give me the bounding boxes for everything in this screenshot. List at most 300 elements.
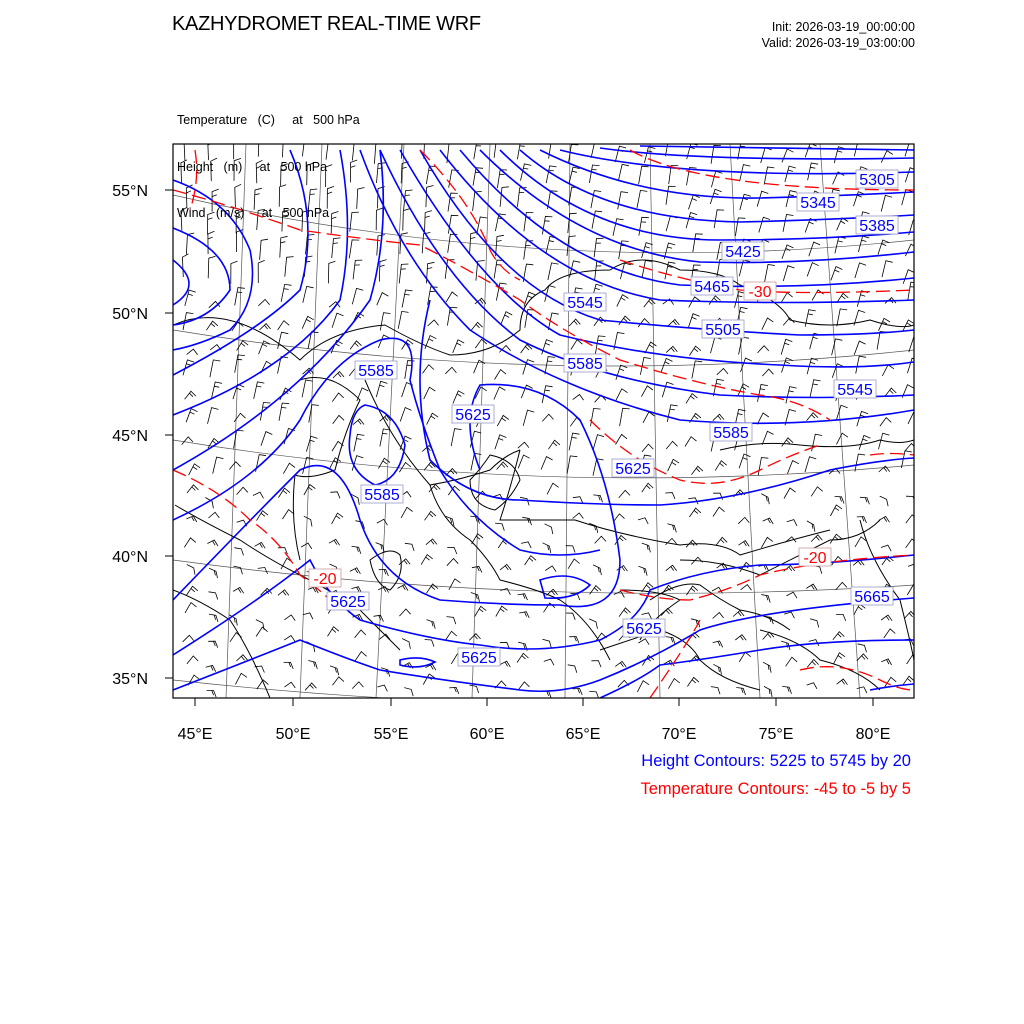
wind-barb [666,216,677,231]
wind-barb [667,524,676,533]
wind-barb [377,163,386,183]
wind-barb [446,292,458,302]
wind-barb [739,541,750,547]
wind-barb [855,263,866,278]
wind-barb [615,661,626,667]
wind-barb [616,389,628,400]
wind-barb [668,320,679,326]
wind-barb [762,318,774,330]
wind-barb [645,342,657,353]
wind-barb [258,260,265,283]
wind-barb [399,609,410,616]
wind-barb [185,391,196,399]
wind-barb [782,438,793,447]
wind-barb [253,492,264,498]
wind-barb [860,497,869,504]
wind-barb [857,411,868,426]
temp-label: -20 [803,550,827,567]
wind-barb [208,256,215,278]
wind-barb [805,457,816,472]
wind-barb [427,413,439,424]
wind-barb [449,579,461,590]
wind-barb [757,191,768,206]
wind-barb [713,414,724,421]
wind-barb [689,195,700,210]
wind-barb [878,240,889,255]
wind-barb [593,565,601,575]
wind-barb [255,542,266,548]
lat-label-40: 40°N [112,549,148,566]
height-label: 5585 [358,363,394,380]
wind-barb [837,218,849,230]
height-label: 5465 [694,279,730,296]
lon-label-70: 70°E [661,726,697,743]
wind-barb [761,595,770,603]
wind-barb [592,211,602,229]
wind-barb [255,666,265,673]
wind-barb [302,380,312,397]
variable-wind: Wind (m/s) at 500 hPa [177,206,330,220]
wind-barb [738,517,749,523]
wind-barb [425,211,432,233]
wind-barb [616,434,628,444]
wind-barb [374,615,384,621]
wind-barb [758,385,768,402]
wind-barb [637,190,647,208]
wind-barb [758,346,769,353]
wind-barb [905,444,916,451]
wind-barb [352,288,363,304]
lat-label-55: 55°N [112,183,148,200]
height-label: 5385 [859,218,895,235]
wind-barb [642,483,653,492]
wind-barb [208,512,219,518]
wind-barb [836,614,846,621]
wind-barb [571,340,583,350]
wind-barb [402,290,412,308]
wind-barb [713,507,725,516]
wind-barb [403,209,410,231]
valid-time: Valid: 2026-03-19_03:00:00 [761,36,915,50]
wind-barb [692,466,703,474]
wind-barb [447,548,457,555]
wind-barb [781,339,792,354]
wind-barb [568,559,580,569]
wind-barb [639,166,649,184]
wind-barb [689,346,701,355]
wind-barb [332,238,341,258]
height-label: 5345 [800,195,836,212]
wind-barb [644,299,655,307]
wind-barb [907,585,919,595]
wind-barb [832,339,843,356]
wind-barb [523,410,534,426]
wind-barb [857,517,867,523]
height-label: 5585 [364,487,400,504]
wind-barb [379,570,389,577]
wind-barb [807,683,817,689]
wind-barb [423,674,435,685]
wind-barb [686,586,697,595]
wind-barb [811,487,823,497]
wind-barb [882,261,893,277]
wind-barb [837,309,847,326]
wind-barb [595,536,606,543]
wind-barb [330,666,339,675]
height-label: 5625 [626,621,662,638]
wind-barb [235,288,245,306]
wind-barb [689,297,701,308]
wind-barb [260,239,268,260]
wind-barb [256,620,264,630]
wind-barb [377,685,387,691]
wind-barb [328,627,339,637]
wind-barb [638,518,648,524]
wind-barb [208,408,219,424]
wind-barb [809,242,820,256]
wind-barb [352,546,361,553]
wind-barb [566,546,575,553]
wind-barb [423,365,434,374]
wind-barb [520,497,529,505]
wind-barb [330,492,340,499]
wind-barb [805,143,816,157]
wind-barb [735,635,746,641]
wind-barb [401,507,413,518]
wind-barb [613,219,624,236]
wind-barb [497,462,508,470]
wind-barb [230,633,242,642]
wind-barb [668,679,680,689]
wind-barb [475,606,487,616]
wind-barb [494,139,503,158]
wind-barb [686,213,697,229]
wind-barb [835,237,846,254]
wind-barb [304,516,312,526]
wind-barb [284,662,294,669]
height-legend: Height Contours: 5225 to 5745 by 20 [641,752,911,770]
wind-barb [235,355,245,373]
wind-barb [711,171,722,187]
wind-barb [765,265,775,283]
wind-barb [332,393,343,402]
wind-barb [591,408,601,426]
wind-barb [472,566,482,572]
wind-barb [807,263,819,277]
wind-barb [784,612,794,618]
wind-barb [398,311,408,328]
wind-barb [521,542,531,548]
wind-barb [182,437,193,445]
temp-label: -30 [748,284,772,301]
wind-barb [283,463,295,474]
wind-barb [784,565,795,571]
wind-barb [881,659,891,665]
wind-barb [283,510,295,519]
wind-barb [666,565,677,571]
wind-barb [542,691,552,698]
wind-barb [763,662,771,673]
wind-barb [305,683,316,690]
wind-barb [782,686,791,693]
wind-barb [783,318,794,326]
wind-barb [593,495,602,502]
wind-barb [355,652,367,661]
wind-barb [688,314,699,329]
wind-barb [642,613,652,619]
wind-barb [304,485,316,496]
wind-barb [400,408,411,422]
wind-barb [668,459,680,471]
wind-barb [332,513,344,524]
wind-barb [284,682,295,688]
wind-barb [715,461,727,471]
wind-barb [525,556,537,565]
wind-barb [187,349,198,355]
wind-barb [353,419,364,425]
wind-barb [280,236,288,257]
wind-barb [782,245,793,259]
wind-barb [763,518,774,524]
wind-barb [546,166,556,183]
wind-barb [545,524,553,534]
wind-barb [661,608,672,615]
wind-barb [783,266,794,281]
variable-list [177,82,360,237]
lon-label-65: 65°E [565,726,601,743]
wind-barb [543,543,551,553]
wind-barb [497,170,507,188]
height-label: 5425 [725,244,761,261]
wind-barb [445,631,457,640]
height-label: 5625 [330,594,366,611]
wind-barb [209,592,218,600]
wind-barb [469,634,480,641]
wind-barb [836,433,848,444]
wind-barb [832,364,843,378]
wind-barb [206,321,217,330]
wind-barb [424,387,436,399]
wind-barb [547,483,559,494]
wind-barb [569,167,580,184]
wind-barb [812,290,824,301]
wind-barb [906,515,917,523]
wind-barb [453,340,465,353]
wind-barb [764,167,774,185]
wind-barb [448,215,458,233]
wind-barb [591,661,601,668]
wind-barb [207,540,218,546]
wind-barb [856,356,866,373]
wind-barb [784,488,796,499]
wind-barb [451,429,461,447]
wind-barb [764,686,772,697]
run-time-info [762,19,915,51]
wind-barb [470,232,478,253]
wind-barb [494,387,506,400]
wind-barb [806,584,817,590]
wind-barb [548,263,559,280]
wind-barb [421,555,433,565]
wind-barb [858,644,867,653]
wind-barb [573,395,584,401]
wind-barb [303,613,313,619]
wind-barb [285,257,294,277]
wind-barb [642,444,653,452]
wind-barb [907,655,919,664]
lon-label-60: 60°E [469,726,505,743]
wind-barb [762,369,773,376]
wind-barb [713,641,723,647]
wind-barb [879,516,890,522]
wind-barb [906,539,917,548]
wind-barb [518,455,530,468]
wind-barb [333,372,344,378]
wind-barb [759,217,770,232]
wind-barb [884,629,896,638]
wind-barb [500,661,511,667]
wind-barb [885,388,896,396]
wind-barb [309,405,319,423]
wind-barb [882,365,894,376]
wind-barb [762,431,773,444]
wind-barb [425,336,436,349]
wind-barb [350,568,361,574]
wind-barb [545,566,556,572]
wind-barb [617,295,629,307]
wind-barb [615,146,626,162]
wind-barb [453,391,465,404]
height-label: 5625 [615,461,651,478]
wind-barb [786,592,797,598]
wind-barb [566,613,576,620]
wind-barb [542,639,551,648]
wind-barb [501,312,513,325]
wind-barb [404,688,413,697]
wind-barb [284,636,295,642]
wind-barb [689,508,700,517]
wind-barb [835,496,844,503]
wind-barb [617,566,628,572]
wind-barb [185,603,197,613]
wind-barb [399,264,408,283]
wind-barb [284,615,295,621]
wind-barb [378,587,388,593]
wind-barb [256,627,268,636]
wind-barb [761,148,772,163]
wind-barb [854,341,865,355]
wind-barb [236,655,247,661]
wind-barb [328,261,335,283]
wind-barb [302,316,314,328]
wind-barb [786,657,798,666]
wind-barb [213,457,224,474]
wind-barb [637,681,649,692]
wind-barb [880,418,891,427]
wind-barb [716,537,727,545]
wind-barb [210,360,220,377]
latitude-labels [112,183,148,688]
wind-barb [618,164,629,181]
wind-barb [405,361,415,379]
temperature-contour-labels [309,282,831,588]
wind-barb [495,370,507,380]
wind-barb [638,319,649,328]
wind-barb [666,637,675,645]
wind-barb [810,380,821,397]
wind-barb [761,494,769,505]
wind-barb [662,382,673,397]
wind-barb [881,615,892,621]
temp-label: -20 [313,571,337,588]
wind-barb [377,293,389,306]
wind-barb [858,236,869,252]
wind-barb [470,685,479,693]
wind-barb [807,521,815,532]
wind-barb [495,523,504,531]
wind-barb [301,543,312,549]
wind-barb [350,341,361,350]
wind-barb [833,632,844,640]
variable-height: Height (m) at 500 hPa [177,159,328,174]
variable-temperature: Temperature (C) at 500 hPa [177,113,360,127]
wind-barb [187,656,198,664]
longitude-labels [178,726,891,743]
wind-barb [257,680,269,689]
wind-barb [376,543,385,553]
wind-barb [398,585,409,591]
wind-barb [594,238,603,257]
wind-barb [546,237,557,254]
wind-barb [497,415,509,426]
lon-label-50: 50°E [275,726,311,743]
wind-barb [332,313,343,328]
wind-barb [308,661,317,669]
wind-barb [693,234,703,252]
temperature-legend: Temperature Contours: -45 to -5 by 5 [640,780,911,798]
wind-barb [665,139,675,157]
wind-barb [405,543,414,551]
wind-barb [711,145,721,163]
wind-barb [639,566,648,575]
height-label: 5625 [455,407,491,424]
wind-barb [445,367,456,374]
wind-barb [278,321,290,330]
height-label: 5305 [859,172,895,189]
wind-barb [857,654,868,661]
wind-barb [567,456,577,474]
wind-barb [666,441,677,449]
wind-barb [548,313,559,330]
wind-barb [524,292,535,306]
wind-barb [569,637,579,644]
wind-barb [260,324,271,330]
wind-barb [619,608,630,617]
wind-barb [613,514,624,523]
wind-barb [349,240,359,258]
wind-barb [837,679,848,685]
wind-barb [206,665,216,671]
wind-barb [573,689,583,695]
wind-barb [713,613,724,619]
wind-barb [834,653,846,664]
wind-barb [449,687,459,693]
wind-barb [207,691,217,698]
wind-barb [685,437,697,447]
wind-barb [589,619,597,629]
wind-barb [209,614,218,622]
wind-barb [830,505,842,516]
